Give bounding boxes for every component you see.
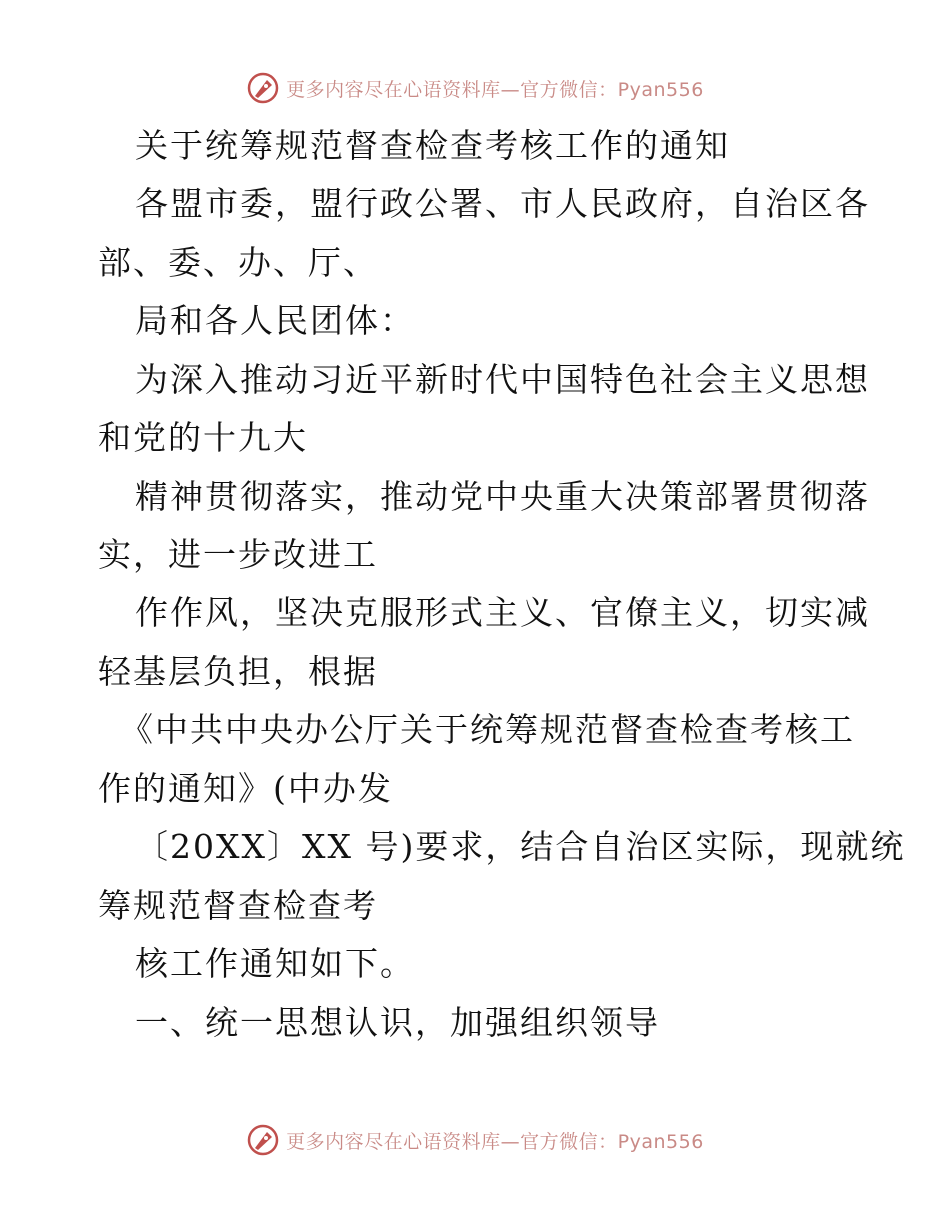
paragraph-line: 精神贯彻落实，推动党中央重大决策部署贯彻落 [135,477,870,516]
paragraph-line: 实，进一步改进工 [98,535,378,574]
paragraph-line: 轻基层负担，根据 [98,652,378,691]
watermark-text: 更多内容尽在心语资料库—官方微信：Pyan556 [286,1130,704,1153]
paragraph-line: 部、委、办、厅、 [98,243,378,282]
paragraph-line: 核工作通知如下。 [135,944,415,983]
header-watermark-banner [0,68,950,108]
paragraph-line: 为深入推动习近平新时代中国特色社会主义思想 [135,360,870,399]
section-heading: 一、统一思想认识，加强组织领导 [135,1003,660,1042]
paragraph-line: 作的通知》(中办发 [98,769,393,808]
paragraph-line: 筹规范督查检查考 [98,886,378,925]
pen-nib-logo-icon [246,71,280,105]
paragraph-line: 作作风，坚决克服形式主义、官僚主义，切实减 [135,593,870,632]
paragraph-line: 《中共中央办公厅关于统筹规范督查检查考核工 [120,710,855,749]
watermark-text: 更多内容尽在心语资料库—官方微信：Pyan556 [286,78,704,101]
paragraph-line: 局和各人民团体： [135,301,415,340]
pen-nib-logo-icon [246,1123,280,1157]
document-title: 关于统筹规范督查检查考核工作的通知 [135,126,730,165]
paragraph-line: 和党的十九大 [98,418,308,457]
paragraph-line: 各盟市委，盟行政公署、市人民政府，自治区各 [135,184,870,223]
paragraph-line: 〔20XX〕XX 号)要求，结合自治区实际，现就统 [135,827,906,866]
footer-watermark-banner [0,1120,950,1160]
